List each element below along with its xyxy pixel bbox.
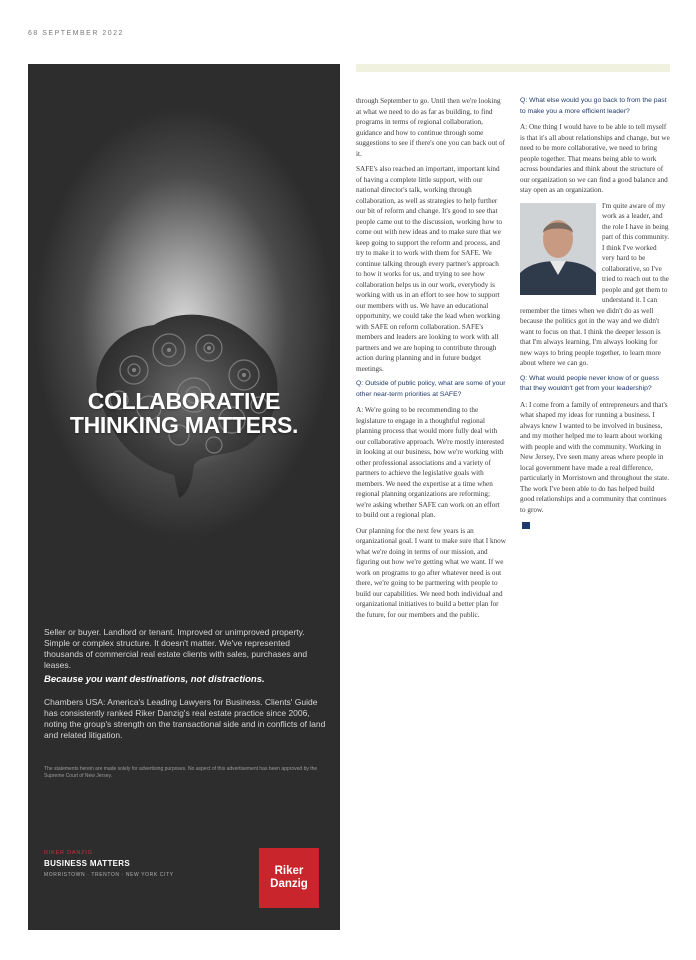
- interview-answer: A: One thing I would have to be able to tell myself is that it's all about relationships and change, but we need to be more collaborative, we need to bring people together. That means being able to work across boundaries and think about the structure of our organization so we can find a good balance and stay open as an organization.: [520, 123, 670, 194]
- logo-line-1: Riker: [274, 865, 304, 877]
- ad-body-paragraph-2: Chambers USA: America's Leading Lawyers for Business. Clients' Guide has consistently ranked Riker Danzig's real estate practice since 2006, noting the group's strength on the transactional side and in conflicts of land and related litigation.: [44, 697, 326, 740]
- portrait-photo: [520, 203, 596, 295]
- page-folio: 68 SEPTEMBER 2022: [28, 30, 124, 37]
- riker-danzig-advertisement: [28, 64, 340, 930]
- end-mark-icon: [522, 522, 530, 529]
- article-paragraph: I'm quite aware of my work as a leader, and the role I have in being part of this community. I think I've worked very hard to be collaborative, so I've tried to reach out to the people and get them to understand it. I can remember the times when we didn't do as well because the politics got in the way and we didn't want to focus on that. I think the deeper lesson is that I'm always learning, I'm always looking for new ways to bring people together, to learn more about where we can go.: [520, 201, 670, 367]
- column-top-rule: [356, 64, 670, 72]
- ad-kicker: RIKER DANZIG: [44, 850, 93, 856]
- ad-headline-line1: COLLABORATIVE: [87, 388, 281, 414]
- ad-fine-print: The statements herein are made solely for advertising purposes. No aspect of this advertisement has been approved by the Supreme Court of New Jersey.: [44, 766, 318, 779]
- ad-office-locations: MORRISTOWN · TRENTON · NEW YORK CITY: [44, 872, 174, 878]
- article-paragraph: through September to go. Until then we're looking at what we need to do as far as building, to find programs in terms of regional collaboration, guidance and how to continue through some suggestions to see if there's one you can back out of it.: [356, 97, 506, 158]
- ad-body-paragraph: Seller or buyer. Landlord or tenant. Improved or unimproved property. Simple or complex structure. It doesn't matter. We've represented thousands of commercial real estate clients with sales, purchases and leases.: [44, 627, 308, 670]
- ad-tagline: Because you want destinations, not distractions.: [44, 674, 265, 685]
- interview-question: Q: What else would you go back to from the past to make you a more efficient leader?: [520, 97, 667, 115]
- interview-answer: A: I come from a family of entrepreneurs and that's what shaped my ideas for running a business. I always knew I wanted to be involved in business, and my mother helped me to learn about working with people and with the community. Working in New Jersey, I've seen many areas where people in local government have made a real difference, particularly in Morristown and throughout the state. The work I've been able to do has helped build good relationships and a community that continues to grow.: [520, 400, 670, 514]
- article-paragraph: SAFE's also reached an important, important kind of having a complete little support, with our national director's talk, working through collaboration, as well as strategies to help further our bit of reform and change. It's good to see that people came out to the discussion, working how to come out with new ideas and to make sure that we keep going to support the reform and process, and try to make it to work with them for SAFE. We continue talking through every partner's approach to how it works for us, and trying to see how collaboration helps us in our work, everybody is working with us in an effort to see how to support our members with us. We have an educational opportunity, we could take the lead when working with SAFE on reform collaboration. SAFE's members and leaders are looking to work with all partners and we are hoping to contribute through action during planning and in future budget meetings.: [356, 165, 502, 373]
- interview-question: Q: What would people never know of or guess that they wouldn't get from your leadership?: [520, 374, 660, 392]
- ad-headline-line2: THINKING MATTERS.: [69, 412, 299, 438]
- interview-question: Q: Outside of public policy, what are some of your other near-term priorities at SAFE?: [356, 380, 506, 398]
- interview-answer: A: We're going to be recommending to the legislature to engage in a thoughtful regional planning process that would more fully deal with our collaborative approach. We're mostly interested in looking at our business, how we're working with other professional associations and a variety of partners to achieve the legislative goals with members. We need the expertise at a time when regional planning organizations are reforming; we're asking whether SAFE can work on an effort to build out a regional plan.: [356, 406, 504, 519]
- article-paragraph: Our planning for the next few years is an organizational goal. I want to make sure that I know what we're doing in terms of our mission, and figuring out how we're getting what we want. If we work on programs to go after whatever need is out there, we're going to be partnering with people to build our capabilities. We need both individual and organizational initiatives to build a better plan for the future, for our members and the public.: [356, 526, 506, 619]
- article-column-2: [520, 96, 670, 531]
- portrait-image: [520, 203, 596, 295]
- logo-line-2: Danzig: [270, 878, 308, 890]
- ad-brand-slogan: BUSINESS MATTERS: [44, 859, 130, 868]
- article-column-1: [356, 96, 506, 625]
- riker-danzig-logo: [259, 848, 319, 908]
